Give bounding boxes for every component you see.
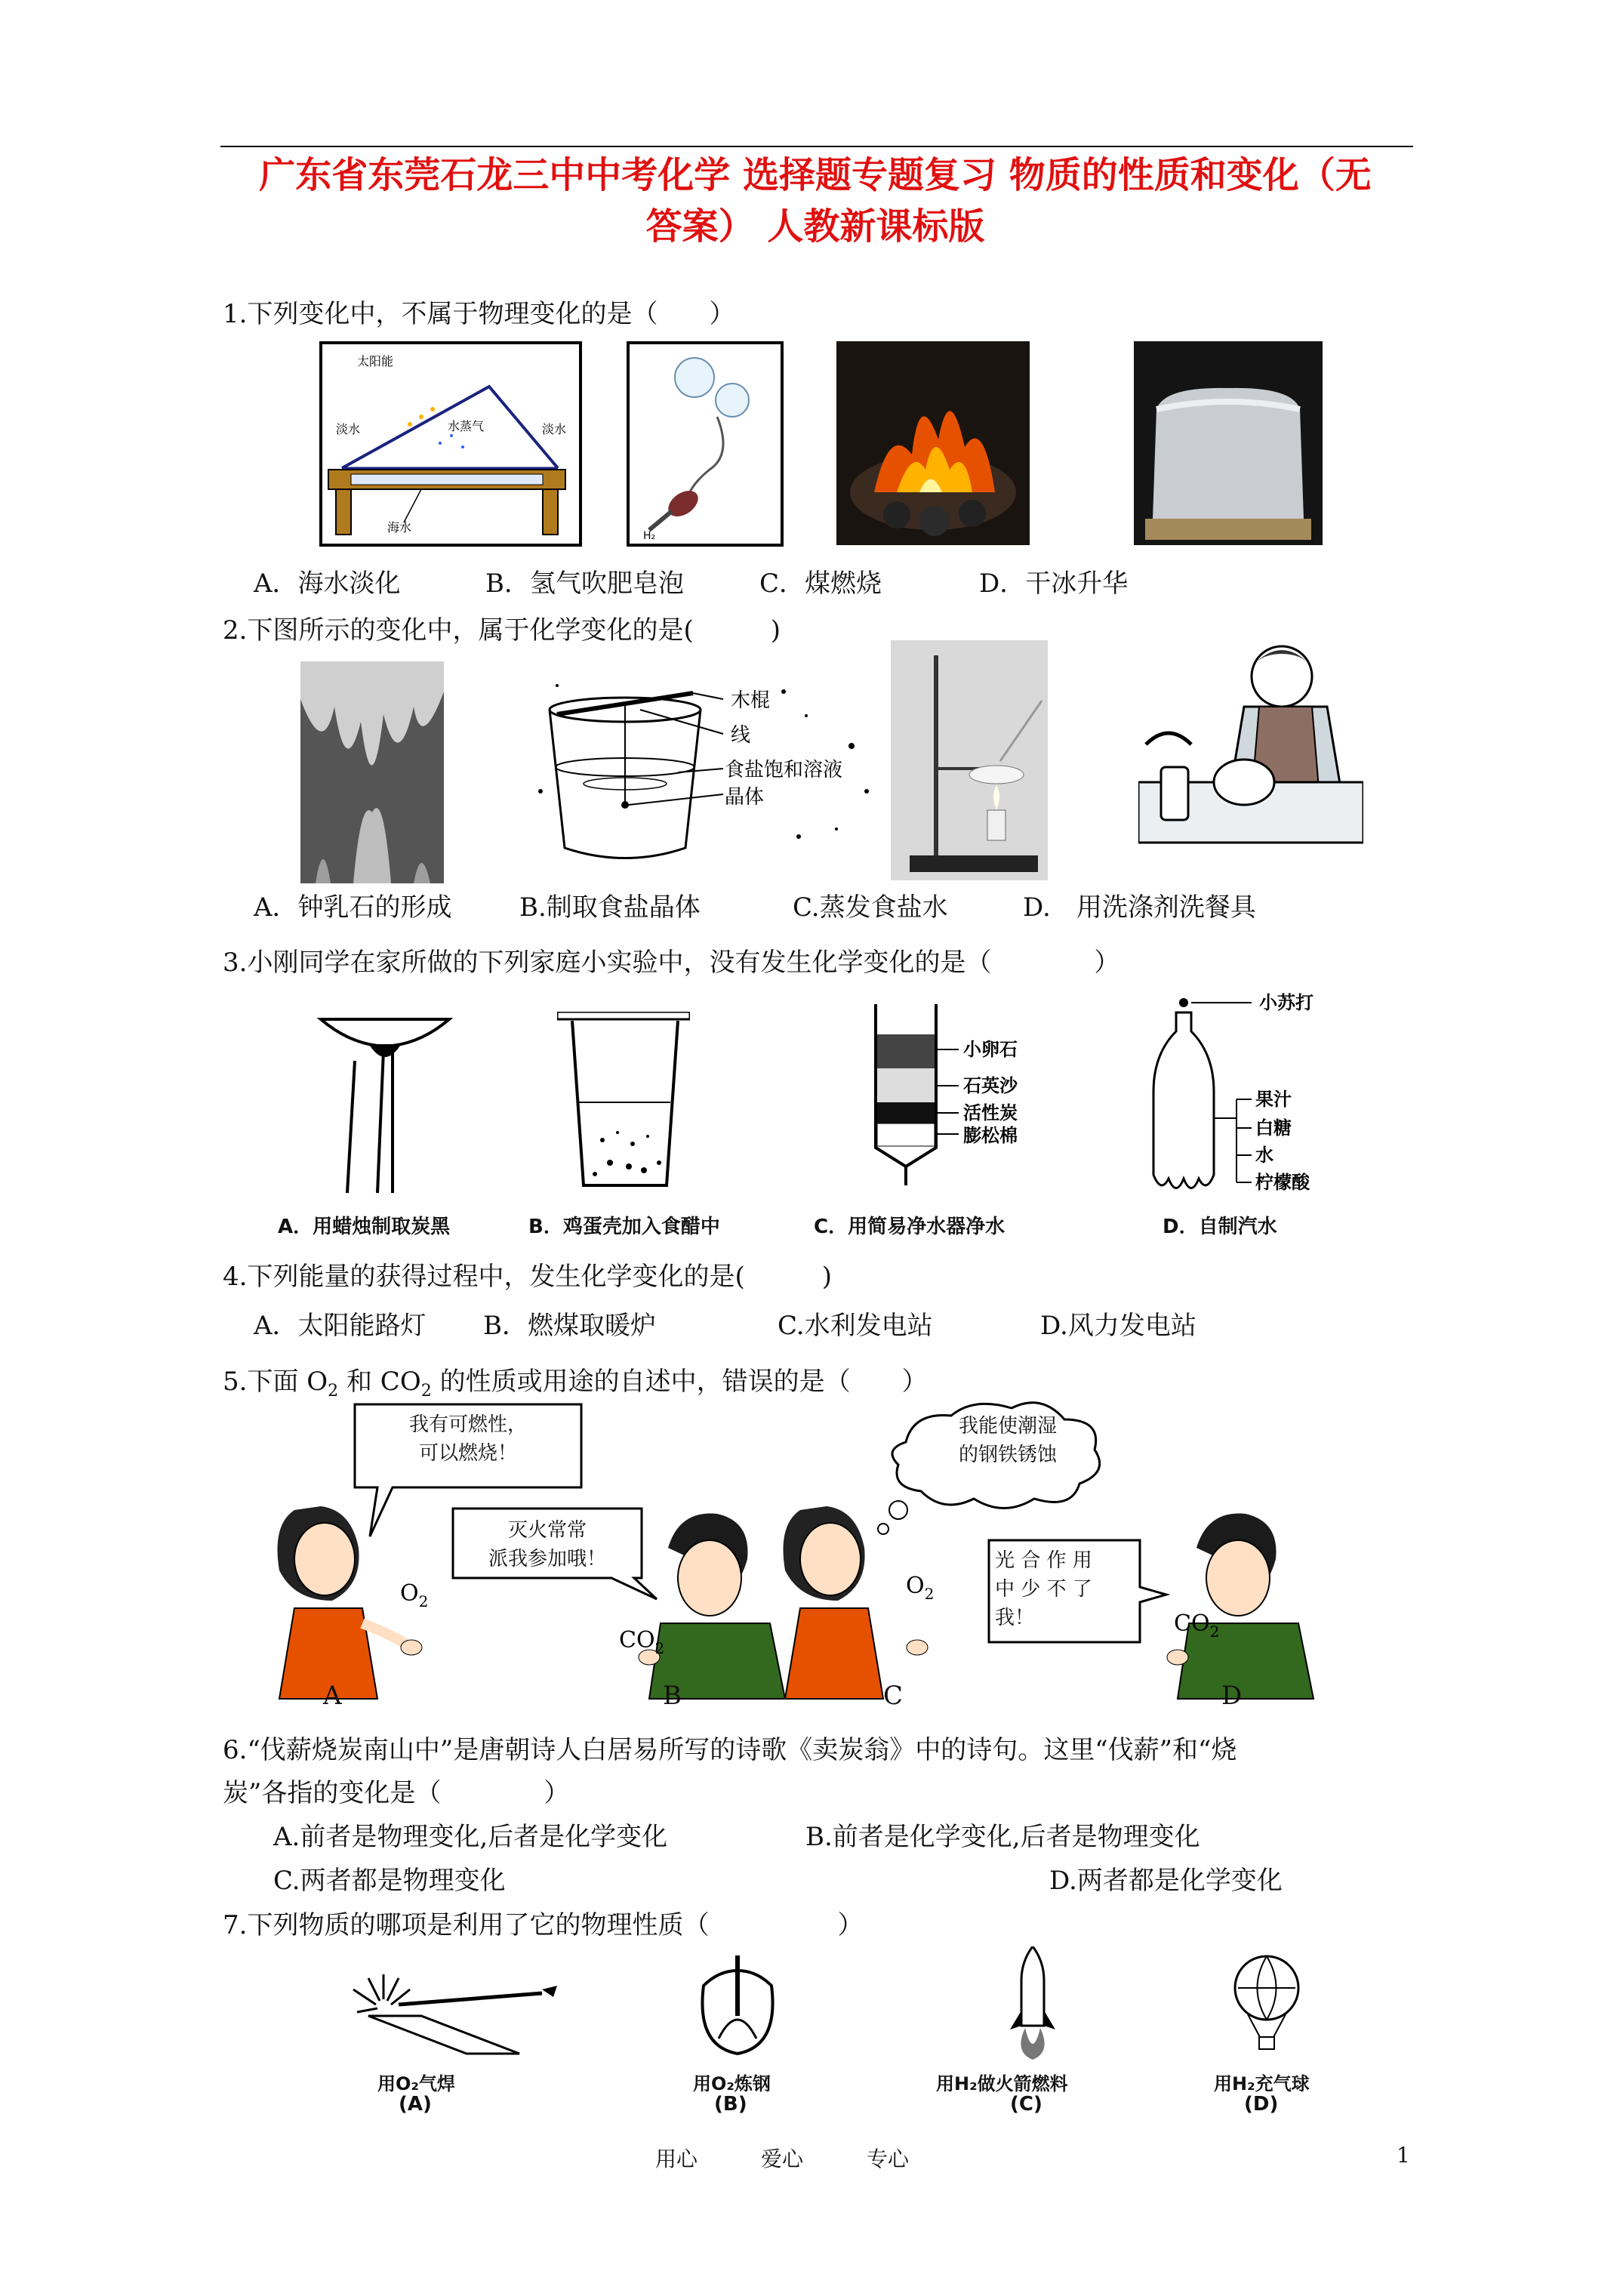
q5-bubble-d-line3: 我！ [995, 1607, 1035, 1629]
header-rule [220, 146, 1413, 147]
q7-letter-d[interactable]: (D) [1244, 2093, 1279, 2116]
q5-o2-c: $O_2$ [906, 1573, 935, 1603]
question-4-stem: 4.下列能量的获得过程中，发生化学变化的是( ) [223, 1262, 832, 1292]
q3-caption-b[interactable]: B．鸡蛋壳加入食醋中 [528, 1216, 720, 1238]
question-3-stem: 3.小刚同学在家所做的下列家庭小实验中，没有发生化学变化的是（ ） [223, 948, 1120, 978]
q7-caption-d: 用H₂充气球 [1214, 2073, 1310, 2094]
q5-co2-b: $CO_2$ [619, 1627, 665, 1657]
q1-label-sea: 海水 [387, 520, 412, 535]
q5-bubble-d-line1: 光 合 作 用 [995, 1549, 1092, 1572]
q2-label-crystal: 晶体 [725, 786, 765, 809]
q2-option-b[interactable]: B.制取食盐晶体 [519, 892, 701, 923]
q2-figure-stalactite [300, 661, 444, 883]
q3-caption-a[interactable]: A．用蜡烛制取炭黑 [278, 1216, 451, 1238]
q5-bubble-d [995, 1546, 1138, 1632]
q3-label-cotton: 膨松棉 [963, 1125, 1018, 1146]
q4-option-b[interactable]: B．燃煤取暖炉 [483, 1311, 656, 1341]
q2-label-thread: 线 [731, 724, 751, 747]
q3-label-sugar: 白糖 [1255, 1117, 1292, 1139]
question-5-stem [223, 1361, 928, 1401]
q5-stem-pre: 5.下面 O [223, 1367, 328, 1397]
q5-bubble-b-line1: 灭火常常 [507, 1519, 587, 1542]
q1-option-c[interactable]: C．煤燃烧 [759, 569, 882, 599]
q7-figure-welding [338, 1963, 565, 2061]
q7-figure-steelmaking [688, 1955, 787, 2061]
q6-option-a[interactable]: A.前者是物理变化,后者是化学变化 [273, 1822, 668, 1852]
q1-label-fresh-left: 淡水 [336, 422, 361, 436]
q5-bubble-c [917, 1412, 1098, 1469]
q5-stem-sub1: 2 [328, 1380, 339, 1401]
q2-label-stick: 木棍 [731, 689, 771, 712]
q3-label-carbon: 活性炭 [963, 1102, 1018, 1123]
q2-option-a[interactable]: A．钟乳石的形成 [254, 892, 452, 923]
q4-option-c[interactable]: C.水利发电站 [778, 1311, 933, 1341]
q1-figure-coal-fire [836, 341, 1030, 545]
question-2-stem: 2.下图所示的变化中，属于化学变化的是( ) [223, 615, 781, 646]
q6-option-d[interactable]: D.两者都是化学变化 [1049, 1866, 1283, 1896]
q1-figure-bubbles [627, 341, 784, 547]
q5-o2-a: $O_2$ [400, 1580, 429, 1610]
q5-stem-post: 的性质或用途的自述中，错误的是（ ） [431, 1367, 928, 1397]
q2-option-d[interactable]: D. 用洗涤剂洗餐具 [1023, 892, 1256, 923]
q5-stem-mid: 和 CO [338, 1367, 421, 1397]
q3-figure-water-filter [861, 1004, 1072, 1200]
q5-letter-d[interactable]: D [1221, 1681, 1243, 1711]
q3-label-juice: 果汁 [1255, 1089, 1292, 1110]
q1-label-fresh-right: 淡水 [542, 422, 567, 436]
page-title [211, 149, 1419, 252]
q3-figure-candle-soot [317, 1008, 453, 1197]
q7-figure-balloon [1229, 1954, 1304, 2052]
q3-caption-c[interactable]: C．用简易净水器净水 [814, 1216, 1006, 1238]
q2-label-saturated: 食盐饱和溶液 [725, 759, 843, 781]
q5-letter-a[interactable]: A [323, 1681, 342, 1711]
question-6-stem-line1: 6.“伐薪烧炭南山中”是唐朝诗人白居易所写的诗歌《卖炭翁》中的诗句。这里“伐薪”和“烧 [223, 1735, 1237, 1765]
q3-caption-d[interactable]: D．自制汽水 [1163, 1216, 1277, 1238]
q3-label-pebble: 小卵石 [963, 1039, 1018, 1060]
q7-caption-c: 用H₂做火箭燃料 [936, 2073, 1068, 2094]
q4-option-d[interactable]: D.风力发电站 [1040, 1311, 1196, 1341]
q7-letter-c[interactable]: (C) [1010, 2093, 1042, 2116]
q3-label-citric: 柠檬酸 [1255, 1172, 1310, 1193]
q1-label-h2: H₂ [643, 530, 656, 542]
q5-bubble-b [453, 1516, 642, 1573]
q7-caption-a: 用O₂气焊 [377, 2073, 455, 2094]
q5-bubble-a-line2: 可以燃烧！ [418, 1442, 517, 1465]
q2-option-c[interactable]: C.蒸发食盐水 [793, 892, 948, 923]
q4-option-a[interactable]: A．太阳能路灯 [254, 1311, 427, 1341]
q1-figure-desalination [319, 341, 582, 547]
q5-bubble-d-line2: 中 少 不 了 [995, 1578, 1092, 1601]
q7-letter-a[interactable]: (A) [399, 2093, 432, 2116]
q6-option-c[interactable]: C.两者都是物理变化 [273, 1866, 506, 1896]
q5-co2-d: $CO_2$ [1174, 1610, 1220, 1641]
boy-b-figure [639, 1514, 785, 1699]
q3-label-soda: 小苏打 [1259, 992, 1313, 1013]
q1-option-b[interactable]: B．氢气吹肥皂泡 [485, 569, 684, 599]
question-7-stem: 7.下列物质的哪项是利用了它的物理性质（ ） [223, 1910, 864, 1940]
q1-label-vapor: 水蒸气 [448, 419, 485, 433]
q5-bubble-b-line2: 派我参加哦！ [488, 1548, 606, 1570]
q2-figure-evaporation [891, 640, 1048, 880]
girl-c-figure [784, 1506, 929, 1699]
q2-figure-dishwashing [1138, 631, 1363, 858]
q1-option-d[interactable]: D．干冰升华 [979, 569, 1129, 599]
q5-letter-c[interactable]: C [883, 1681, 904, 1711]
title-line-2: 答案） 人教新课标版 [645, 205, 985, 248]
title-line-1: 广东省东莞石龙三中中考化学 选择题专题复习 物质的性质和变化（无 [259, 154, 1372, 196]
page-number: 1 [1397, 2143, 1410, 2168]
q5-bubble-c-line2: 的钢铁锈蚀 [958, 1444, 1057, 1466]
q3-label-water: 水 [1255, 1145, 1273, 1166]
q3-label-quartz: 石英沙 [963, 1075, 1018, 1096]
q5-stem-sub2: 2 [420, 1380, 432, 1401]
footer-motto: 用心 爱心 专心 [655, 2147, 910, 2171]
question-1-stem: 1.下列变化中，不属于物理变化的是（ ） [223, 299, 735, 329]
q1-label-sun: 太阳能 [357, 354, 394, 368]
q2-figure-salt-crystal [534, 670, 889, 874]
q7-letter-b[interactable]: (B) [714, 2093, 747, 2116]
q1-option-a[interactable]: A．海水淡化 [254, 569, 401, 599]
q5-bubble-c-line1: 我能使潮湿 [958, 1415, 1057, 1438]
boy-d-figure [1167, 1514, 1313, 1699]
question-6-stem-line2: 炭”各指的变化是（ ） [223, 1778, 570, 1808]
q1-figure-dry-ice [1134, 341, 1323, 545]
q3-figure-soda [1138, 986, 1365, 1205]
q5-letter-b[interactable]: B [663, 1681, 682, 1711]
q7-figure-rocket [995, 1946, 1070, 2060]
q6-option-b[interactable]: B.前者是化学变化,后者是物理变化 [805, 1822, 1200, 1852]
q5-bubble-a-line1: 我有可燃性， [408, 1413, 527, 1436]
q7-caption-b: 用O₂炼钢 [693, 2073, 771, 2094]
q3-figure-eggshell-vinegar [557, 1012, 690, 1193]
q5-bubble-a [355, 1410, 581, 1468]
